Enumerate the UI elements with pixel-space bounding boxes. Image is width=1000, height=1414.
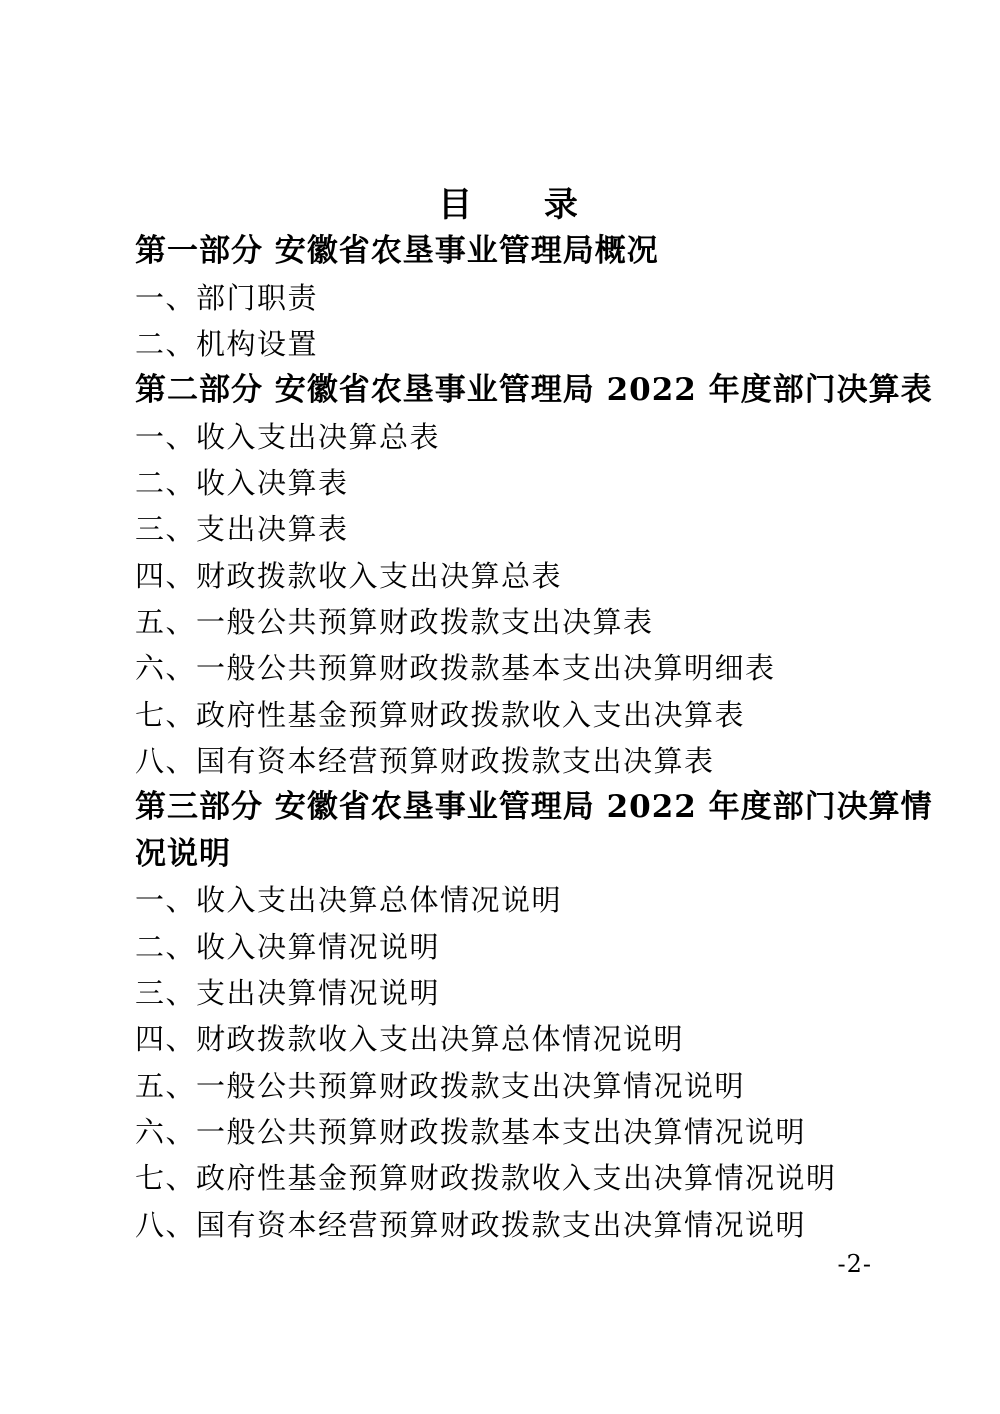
- toc-entry: 六、一般公共预算财政拨款基本支出决算情况说明: [135, 1114, 807, 1149]
- toc-entry: 一、收入支出决算总表: [135, 419, 441, 454]
- toc-entry: 八、国有资本经营预算财政拨款支出决算表: [135, 744, 715, 779]
- table-of-contents: [135, 182, 933, 1248]
- toc-entry: 一、部门职责: [135, 280, 319, 315]
- toc-entry: 二、收入决算表: [135, 466, 349, 501]
- toc-entry: 八、国有资本经营预算财政拨款支出决算情况说明: [135, 1207, 807, 1242]
- section-3-heading-line-1: 第三部分 安徽省农垦事业管理局 2022 年度部门决算情: [135, 789, 933, 826]
- toc-entry: 三、支出决算情况说明: [135, 975, 441, 1010]
- toc-entry: 五、一般公共预算财政拨款支出决算表: [135, 605, 654, 640]
- toc-entry: 一、收入支出决算总体情况说明: [135, 883, 563, 918]
- toc-entry: 七、政府性基金预算财政拨款收入支出决算情况说明: [135, 1161, 837, 1196]
- toc-entry: 四、财政拨款收入支出决算总表: [135, 558, 563, 593]
- toc-entry: 七、政府性基金预算财政拨款收入支出决算表: [135, 697, 746, 732]
- toc-entry: 五、一般公共预算财政拨款支出决算情况说明: [135, 1068, 746, 1103]
- toc-entry: 三、支出决算表: [135, 512, 349, 547]
- toc-entry: 六、一般公共预算财政拨款基本支出决算明细表: [135, 651, 776, 686]
- section-2-heading: 第二部分 安徽省农垦事业管理局 2022 年度部门决算表: [135, 372, 933, 409]
- page-number: -2-: [837, 1250, 872, 1278]
- section-3-heading-line-2: 况说明: [135, 835, 231, 872]
- toc-entry: 四、财政拨款收入支出决算总体情况说明: [135, 1022, 685, 1057]
- toc-entry: 二、收入决算情况说明: [135, 929, 441, 964]
- section-1-heading: 第一部分 安徽省农垦事业管理局概况: [135, 233, 659, 270]
- toc-title: 目 录: [438, 185, 580, 225]
- toc-entry: 二、机构设置: [135, 327, 319, 362]
